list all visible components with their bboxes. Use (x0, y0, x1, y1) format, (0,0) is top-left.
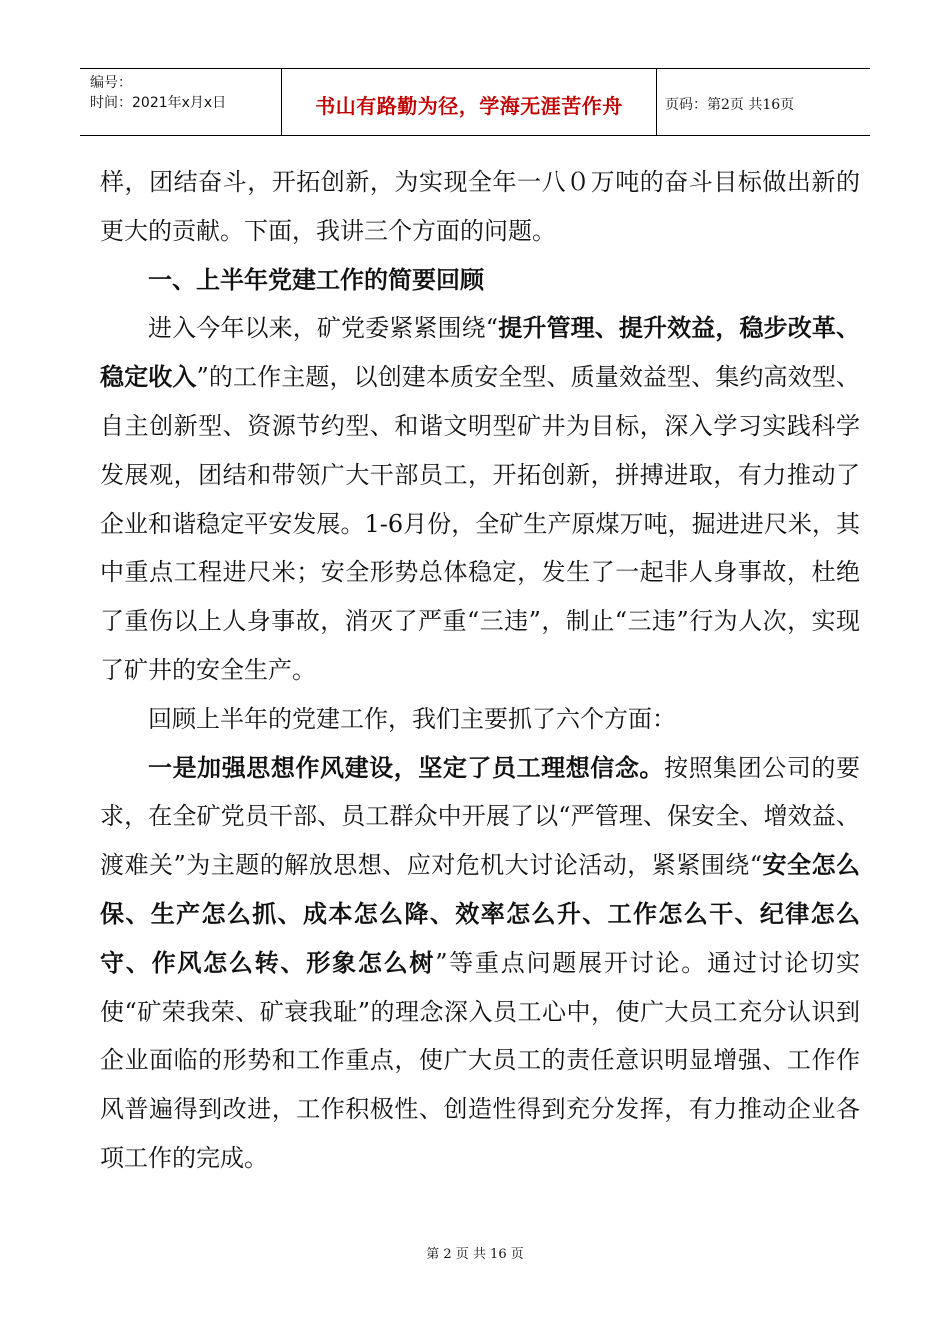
header-page-cell (657, 71, 870, 137)
paragraph-summary: 回顾上半年的党建工作，我们主要抓了六个方面： (148, 704, 676, 733)
paragraph-text: ”等重点问题展开讨论。通过讨论切实使“矿荣我荣、矿衰我耻”的理念深入员工心中，使广大员工充分认识到企业面临的形势和工作重点，使广大员工的责任意识明显增强、工作作风普遍得到改进，工作积极性、创造性得到充分发挥，有力推动企业各项工作的完成。 (100, 948, 860, 1172)
paragraph-continuation: 样，团结奋斗，开拓创新，为实现全年一八０万吨的奋斗目标做出新的更大的贡献。下面，我讲三个方面的问题。 (100, 168, 860, 245)
paragraph-point-one (100, 744, 860, 1183)
paragraph-text: 进入今年以来，矿党委紧紧围绕“ (148, 314, 499, 343)
emphasis-text: 安全怎么保、生产怎么抓、成本怎么降、效率怎么升、工作怎么干、纪律怎么守、作风怎么转、形象怎么树 (100, 850, 860, 977)
section-heading: 一、上半年党建工作的简要回顾 (148, 264, 484, 294)
paragraph-text: ”的工作主题，以创建本质安全型、质量效益型、集约高效型、自主创新型、资源节约型、和谐文明型矿井为目标，深入学习实践科学发展观，团结和带领广大干部员工，开拓创新，拼搏进取，有力推动了企业和谐稳定平安发展。1-6月份，全矿生产原煤万吨，掘进进尺米，其中重点工程进尺米；安全形势总体稳定，发生了一起非人身事故，杜绝了重伤以上人身事故，消灭了严重“三违”，制止“三违”行为人次，实现了矿井的安全生产。 (100, 363, 860, 684)
document-number-label: 编号： (90, 75, 132, 91)
paragraph-text: 按照集团公司的要求，在全矿党员干部、员工群众中开展了以“严管理、保安全、增效益、渡难关”为主题的解放思想、应对危机大讨论活动，紧紧围绕“ (100, 753, 860, 880)
emphasis-text: 提升管理、提升效益，稳步改革、稳定收入 (100, 313, 861, 392)
page-footer: 第 2 页 共 16 页 (426, 1247, 524, 1262)
page-header (80, 68, 870, 136)
document-body (100, 158, 860, 1183)
header-motto-cell (282, 69, 657, 135)
header-page-code: 页码：第2页 共16页 (665, 97, 795, 113)
header-meta-cell (80, 69, 282, 135)
document-date-label: 时间：2021年x月x日 (90, 95, 227, 111)
point-title: 一是加强思想作风建设，坚定了员工理想信念。 (148, 752, 664, 782)
paragraph-review (100, 304, 860, 694)
header-motto: 书山有路勤为径，学海无涯苦作舟 (315, 93, 623, 118)
